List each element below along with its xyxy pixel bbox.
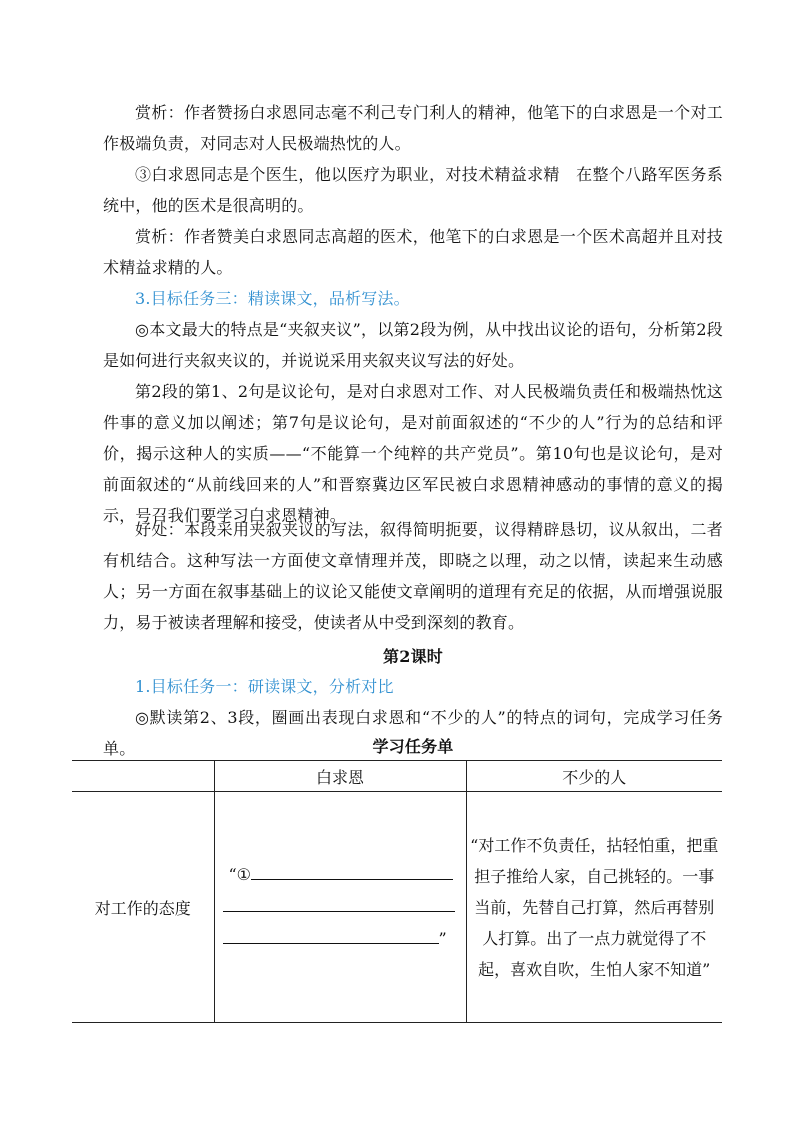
paragraph-appreciation-1: 赏析：作者赞扬白求恩同志毫不利己专门利人的精神，他笔下的白求恩是一个对工作极端负责，对同志对人民极端热忱的人。	[103, 103, 723, 153]
answer-blank-line-3[interactable]	[223, 925, 439, 944]
learning-task-table	[72, 760, 722, 1023]
table-header-row	[72, 761, 722, 792]
paragraph-instruction: ◎默读第2、3段，圈画出表现白求恩和“不少的人”的特点的词句，完成学习任务单。	[103, 708, 723, 758]
row-label-work-attitude: 对工作的态度	[72, 792, 214, 1023]
bethune-answer-cell	[214, 792, 466, 1023]
table-title: 学习任务单	[372, 737, 454, 756]
task-one-heading: 1.目标任务一：研读课文，分析对比	[135, 677, 394, 696]
blank-close-quote: ”	[438, 929, 447, 948]
header-bethune: 白求恩	[214, 761, 466, 792]
table-row	[72, 792, 722, 1023]
header-many-people: 不少的人	[466, 761, 722, 792]
task-three-heading: 3.目标任务三：精读课文，品析写法。	[135, 289, 410, 308]
paragraph-question: ◎本文最大的特点是“夹叙夹议”，以第2段为例，从中找出议论的语句，分析第2段是如何进行夹叙夹议的，并说说采用夹叙夹议写法的好处。	[103, 320, 723, 370]
blank-open-quote: “①	[228, 865, 252, 884]
paragraph-appreciation-2: 赏析：作者赞美白求恩同志高超的医术，他笔下的白求恩是一个医术高超并且对技术精益求精的人。	[103, 227, 723, 277]
paragraph-benefit: 好处：本段采用夹叙夹议的写法，叙得简明扼要，议得精辟恳切，议从叙出，二者有机结合。这种写法一方面使文章情理并茂，即晓之以理，动之以情，读起来生动感人；另一方面在叙事基础上的议论又能使文章阐明的道理有充足的依据，从而增强说服力，易于被读者理解和接受，使读者从中受到深刻的教育。	[103, 520, 723, 632]
header-blank	[72, 761, 214, 792]
paragraph-answer: 第2段的第1、2句是议论句，是对白求恩对工作、对人民极端负责任和极端热忱这件事的意义加以阐述；第7句是议论句，是对前面叙述的“不少的人”行为的总结和评价，揭示这种人的实质——“不能算一个纯粹的共产党员”。第10句也是议论句，是对前面叙述的“从前线回来的人”和晋察冀边区军民被白求恩精神感动的事情的意义的揭示，号召我们要学习白求恩精神。	[103, 382, 723, 525]
lesson-title: 第2课时	[383, 647, 443, 666]
paragraph-point-3: ③白求恩同志是个医生，他以医疗为职业，对技术精益求精 在整个八路军医务系统中，他的医术是很高明的。	[103, 165, 723, 215]
many-people-quote-cell: “对工作不负责任，拈轻怕重，把重担子推给人家，自己挑轻的。一事当前，先替自己打算，然后再替别人打算。出了一点力就觉得了不起，喜欢自吹，生怕人家不知道”	[466, 792, 722, 1023]
answer-blank-line-2[interactable]	[223, 893, 455, 912]
answer-blank-line-1[interactable]	[251, 861, 453, 880]
